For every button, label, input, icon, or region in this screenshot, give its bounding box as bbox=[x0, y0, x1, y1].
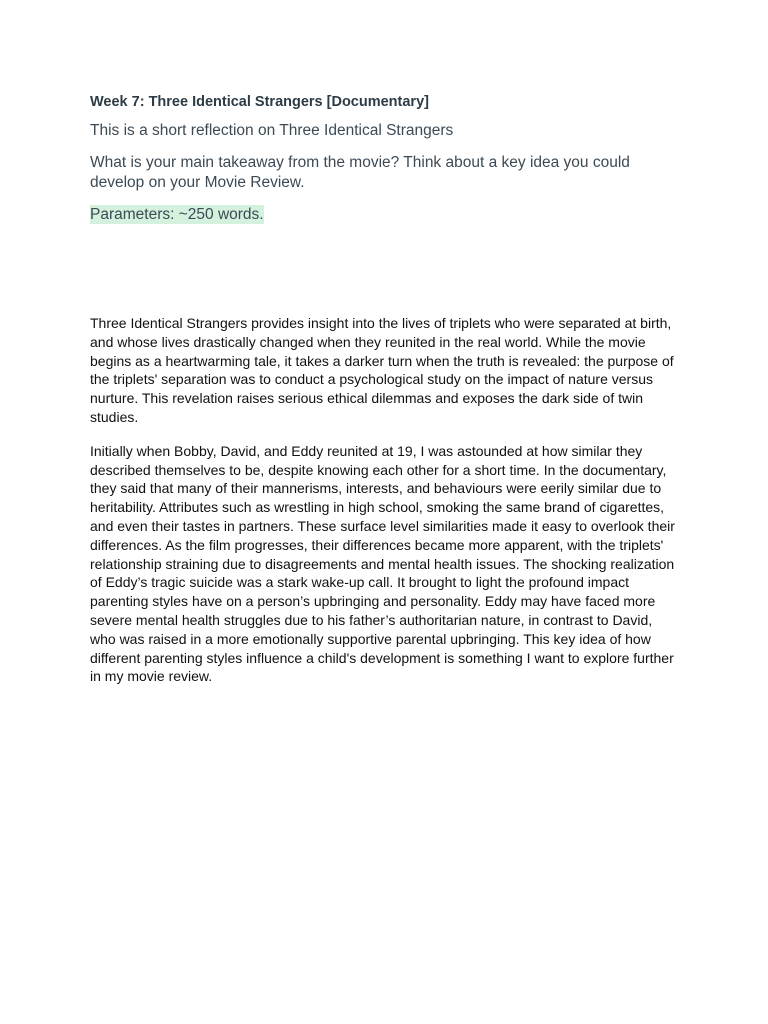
answer-paragraph-1: Three Identical Strangers provides insight into the lives of triplets who were separated at birth, and whose lives drastically changed when they reunited in the real world. While the movie begins as a heartwarming tale, it takes a darker turn when the truth is revealed: the purpose of the triplets' separation was to conduct a psychological study on the impact of nature versus nurture. This revelation raises serious ethical dilemmas and exposes the dark side of twin studies. bbox=[90, 315, 674, 425]
answer-paragraph-2: Initially when Bobby, David, and Eddy reunited at 19, I was astounded at how similar they described themselves to be, despite knowing each other for a short time. In the documentary, they said that many of their mannerisms, interests, and behaviours were eerily similar due to heritability. Attributes such as wrestling in high school, smoking the same brand of cigarettes, and even their tastes in partners. These surface level similarities made it easy to overlook their differences. As the film progresses, their differences became more apparent, with the triplets' relationship straining due to disagreements and mental health issues. The shocking realization of Eddy’s tragic suicide was a stark wake-up call. It brought to light the profound impact parenting styles have on a person’s upbringing and personality. Eddy may have faced more severe mental health struggles due to his father’s authoritarian nature, in contrast to David, who was raised in a more emotionally supportive parental upbringing. This key idea of how different parenting styles influence a child's development is something I want to explore further in my movie review. bbox=[90, 442, 675, 685]
assignment-parameters-line bbox=[90, 205, 680, 225]
reflection-answer bbox=[90, 314, 680, 701]
assignment-intro: This is a short reflection on Three Identical Strangers bbox=[90, 122, 454, 139]
assignment-title: Week 7: Three Identical Strangers [Documentary] bbox=[90, 94, 429, 110]
assignment-prompt bbox=[90, 93, 680, 237]
assignment-parameters: Parameters: ~250 words. bbox=[90, 206, 264, 223]
assignment-question: What is your main takeaway from the movie? Think about a key idea you could develop on your Movie Review. bbox=[90, 154, 630, 191]
